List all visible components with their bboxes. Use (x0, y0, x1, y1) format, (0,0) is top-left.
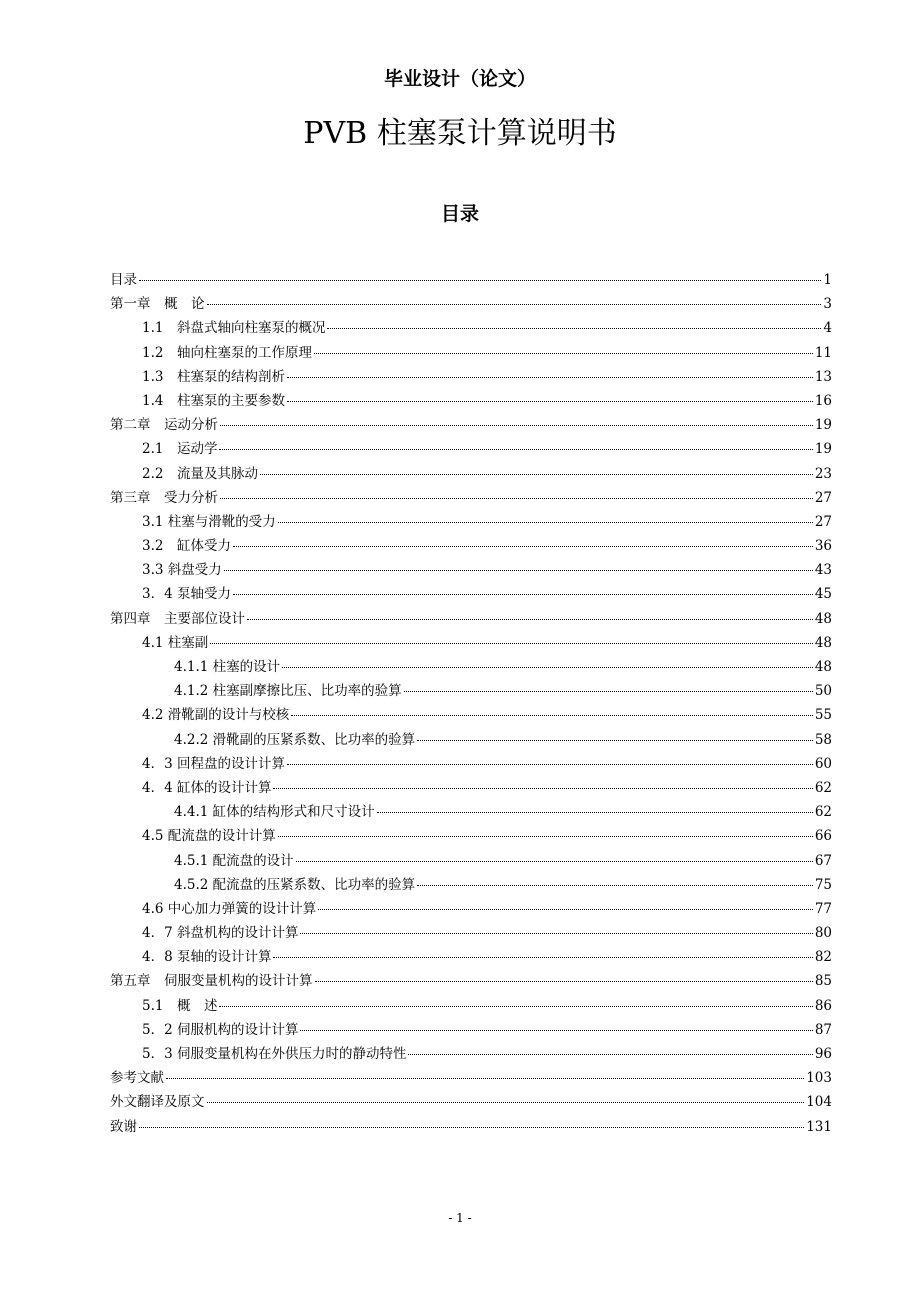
toc-entry-title: 1.4 柱塞泵的主要参数 (142, 392, 285, 409)
toc-entry[interactable] (110, 728, 832, 752)
toc-entry[interactable] (110, 1018, 832, 1042)
toc-dot-leader (300, 1030, 812, 1031)
toc-entry-page: 131 (806, 1118, 832, 1135)
toc-dot-leader (207, 1102, 805, 1103)
toc-entry-page: 62 (814, 779, 832, 796)
toc-dot-leader (273, 788, 812, 789)
toc-entry[interactable] (110, 268, 832, 292)
toc-entry-title: 第五章 伺服变量机构的设计计算 (110, 973, 313, 990)
toc-entry[interactable] (110, 994, 832, 1018)
toc-entry[interactable] (110, 945, 832, 969)
toc-dot-leader (139, 280, 821, 281)
toc-entry-page: 3 (823, 296, 832, 313)
toc-dot-leader (247, 619, 813, 620)
toc-entry-page: 4 (823, 320, 832, 337)
toc-entry[interactable] (110, 534, 832, 558)
toc-dot-leader (296, 861, 813, 862)
toc-entry[interactable] (110, 897, 832, 921)
toc-dot-leader (233, 546, 813, 547)
document-label: 毕业设计（论文） (383, 68, 536, 90)
toc-dot-leader (314, 353, 813, 354)
toc-entry-title: 第一章 概 论 (110, 296, 205, 313)
toc-entry-title: 3.1 柱塞与滑靴的受力 (142, 513, 276, 530)
toc-entry-title: 第四章 主要部位设计 (110, 610, 245, 627)
toc-entry[interactable] (110, 1042, 832, 1066)
toc-entry[interactable] (110, 969, 832, 993)
toc-entry[interactable] (110, 558, 832, 582)
toc-entry-title: 4.4.1 缸体的结构形式和尺寸设计 (174, 804, 375, 821)
page-number: - 1 - (448, 1211, 472, 1225)
toc-entry[interactable] (110, 703, 832, 727)
toc-entry[interactable] (110, 921, 832, 945)
toc-dot-leader (282, 667, 813, 668)
toc-entry[interactable] (110, 1066, 832, 1090)
toc-dot-leader (291, 715, 813, 716)
toc-dot-leader (318, 909, 813, 910)
toc-entry-page: 48 (814, 634, 832, 651)
toc-entry-page: 55 (814, 707, 832, 724)
toc-entry[interactable] (110, 1090, 832, 1114)
toc-entry-title: 4.5.2 配流盘的压紧系数、比功率的验算 (174, 876, 416, 893)
toc-entry-title: 3.2 缸体受力 (142, 538, 231, 555)
toc-dot-leader (278, 522, 813, 523)
toc-entry-title: 1.1 斜盘式轴向柱塞泵的概况 (142, 320, 326, 337)
toc-entry-title: 4．3 回程盘的设计计算 (142, 755, 285, 772)
toc-entry[interactable] (110, 413, 832, 437)
toc-entry-page: 11 (814, 344, 832, 361)
toc-entry-title: 1.3 柱塞泵的结构剖析 (142, 368, 285, 385)
toc-entry-title: 外文翻译及原文 (110, 1094, 205, 1111)
toc-entry-page: 48 (814, 659, 832, 675)
toc-entry-page: 1 (823, 272, 832, 288)
toc-entry-title: 4.5.1 配流盘的设计 (174, 852, 294, 869)
toc-entry-page: 103 (806, 1070, 832, 1087)
toc-entry-title: 2.2 流量及其脉动 (142, 465, 258, 482)
toc-dot-leader (166, 1078, 804, 1079)
toc-entry[interactable] (110, 607, 832, 631)
toc-entry[interactable] (110, 752, 832, 776)
toc-entry-page: 62 (814, 804, 832, 821)
toc-entry-page: 82 (814, 949, 832, 966)
toc-dot-leader (219, 449, 812, 450)
toc-entry-title: 4.1.2 柱塞副摩擦比压、比功率的验算 (174, 683, 402, 700)
toc-dot-leader (273, 957, 812, 958)
toc-entry-page: 80 (814, 925, 832, 942)
toc-entry-title: 3.3 斜盘受力 (142, 562, 222, 579)
toc-entry-title: 4．8 泵轴的设计计算 (142, 949, 272, 966)
toc-entry[interactable] (110, 389, 832, 413)
toc-entry-page: 58 (814, 731, 832, 748)
toc-entry-title: 参考文献 (110, 1070, 164, 1087)
toc-dot-leader (404, 691, 813, 692)
toc-entry[interactable] (110, 800, 832, 824)
toc-entry-page: 50 (814, 683, 832, 700)
toc-entry-title: 4.6 中心加力弹簧的设计计算 (142, 900, 317, 917)
toc-dot-leader (408, 1054, 812, 1055)
toc-entry-page: 13 (814, 368, 832, 385)
toc-entry[interactable] (110, 631, 832, 655)
toc-dot-leader (224, 570, 813, 571)
toc-entry[interactable] (110, 1115, 832, 1139)
toc-entry-title: 4.2 滑靴副的设计与校核 (142, 707, 290, 724)
toc-entry[interactable] (110, 582, 832, 606)
toc-entry[interactable] (110, 462, 832, 486)
toc-dot-leader (219, 1006, 812, 1007)
toc-entry-page: 86 (814, 997, 832, 1014)
toc-dot-leader (139, 1127, 804, 1128)
toc-entry-page: 85 (814, 973, 832, 990)
toc-dot-leader (287, 401, 813, 402)
toc-entry[interactable] (110, 679, 832, 703)
toc-dot-leader (210, 643, 813, 644)
toc-entry[interactable] (110, 486, 832, 510)
toc-entry[interactable] (110, 824, 832, 848)
toc-dot-leader (278, 836, 813, 837)
toc-entry-page: 75 (814, 876, 832, 893)
toc-dot-leader (220, 498, 813, 499)
toc-entry-page: 36 (814, 538, 832, 555)
toc-entry-title: 5.1 概 述 (142, 997, 218, 1014)
toc-entry-title: 第三章 受力分析 (110, 489, 218, 506)
toc-entry-page: 16 (814, 392, 832, 409)
toc-entry[interactable] (110, 510, 832, 534)
toc-dot-leader (287, 764, 813, 765)
toc-entry-page: 60 (814, 755, 832, 772)
toc-entry-title: 目录 (110, 272, 137, 288)
toc-dot-leader (417, 885, 813, 886)
toc-dot-leader (377, 812, 813, 813)
toc-dot-leader (417, 740, 813, 741)
toc-entry[interactable] (110, 341, 832, 365)
toc-dot-leader (287, 377, 813, 378)
toc-entry-page: 27 (814, 513, 832, 530)
toc-entry[interactable] (110, 292, 832, 316)
toc-entry-page: 87 (814, 1021, 832, 1038)
toc-entry-page: 27 (814, 489, 832, 506)
toc-dot-leader (207, 304, 822, 305)
toc-entry[interactable] (110, 873, 832, 897)
toc-dot-leader (300, 933, 812, 934)
toc-entry-title: 第二章 运动分析 (110, 417, 218, 434)
toc-entry-title: 4.5 配流盘的设计计算 (142, 828, 276, 845)
toc-entry-page: 19 (814, 417, 832, 434)
toc-entry-title: 4．4 缸体的设计计算 (142, 779, 272, 796)
toc-entry-title: 5．2 伺服机构的设计计算 (142, 1021, 299, 1038)
toc-entry[interactable] (110, 849, 832, 873)
toc-entry[interactable] (110, 365, 832, 389)
toc-entry-page: 66 (814, 828, 832, 845)
toc-entry-title: 致谢 (110, 1118, 137, 1135)
toc-entry-page: 19 (814, 441, 832, 458)
toc-dot-leader (233, 594, 813, 595)
toc-dot-leader (315, 981, 813, 982)
toc-entry-page: 77 (814, 900, 832, 917)
toc-entry-title: 4.2.2 滑靴副的压紧系数、比功率的验算 (174, 731, 416, 748)
toc-entry[interactable] (110, 776, 832, 800)
toc-entry-title: 4．7 斜盘机构的设计计算 (142, 925, 299, 942)
toc-entry-page: 23 (814, 465, 832, 482)
toc-dot-leader (220, 425, 813, 426)
toc-entry-title: 4.1 柱塞副 (142, 634, 209, 651)
toc-heading: 目录 (440, 203, 479, 225)
toc-entry-page: 45 (814, 586, 832, 603)
toc-entry[interactable] (110, 316, 832, 340)
toc-entry-title: 3．4 泵轴受力 (142, 586, 231, 603)
toc-entry-page: 48 (814, 610, 832, 627)
toc-entry[interactable] (110, 437, 832, 461)
toc-entry-page: 43 (814, 562, 832, 579)
toc-entry-title: 2.1 运动学 (142, 441, 218, 458)
toc-entry-page: 67 (814, 852, 832, 869)
toc-dot-leader (260, 474, 813, 475)
toc-entry-title: 4.1.1 柱塞的设计 (174, 659, 281, 675)
toc-entry[interactable] (110, 655, 832, 679)
toc-entry-title: 1.2 轴向柱塞泵的工作原理 (142, 344, 312, 361)
toc-entry-page: 104 (806, 1094, 832, 1111)
table-of-contents (110, 268, 832, 1139)
document-title: PVB 柱塞泵计算说明书 (303, 116, 617, 151)
toc-entry-page: 96 (814, 1046, 832, 1062)
toc-entry-title: 5．3 伺服变量机构在外供压力时的静动特性 (142, 1046, 407, 1062)
toc-dot-leader (327, 328, 821, 329)
